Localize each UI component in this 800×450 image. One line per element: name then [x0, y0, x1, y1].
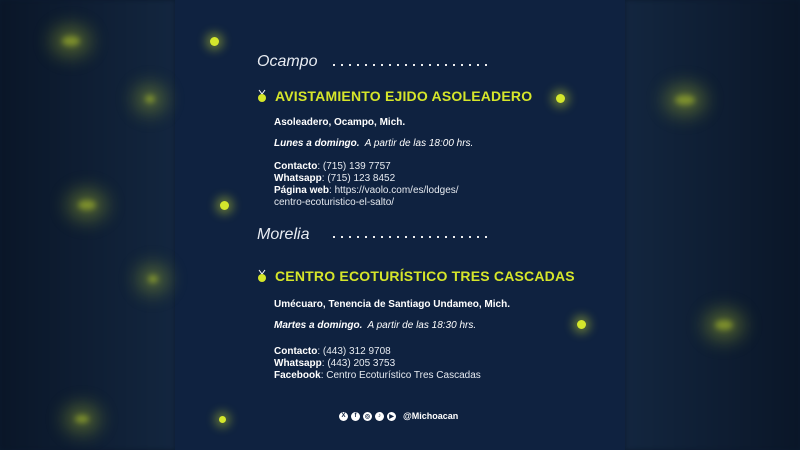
- blurred-left-background: [0, 0, 175, 450]
- venue-address: Umécuaro, Tenencia de Santiago Undameo, Mich.: [274, 299, 510, 310]
- content-panel: [175, 0, 625, 450]
- social-handle: @Michoacan: [403, 411, 459, 421]
- venue-address: Asoleadero, Ocampo, Mich.: [274, 117, 406, 128]
- venue-title: CENTRO ECOTURÍSTICO TRES CASCADAS: [275, 268, 575, 284]
- whatsapp-phone: : (443) 205 3753: [321, 358, 396, 369]
- schedule-days: Lunes a domingo.: [274, 138, 360, 149]
- website-link[interactable]: : https://vaolo.com/es/lodges/: [329, 185, 459, 196]
- contact-phone: : (443) 312 9708: [317, 346, 391, 357]
- contact-info: [274, 161, 459, 209]
- whatsapp-phone: : (715) 123 8452: [321, 173, 396, 184]
- website-label: Página web: [274, 185, 330, 196]
- whatsapp-label: Whatsapp: [274, 173, 322, 184]
- whatsapp-label: Whatsapp: [274, 358, 322, 369]
- social-footer: [339, 411, 458, 421]
- venue-schedule: [274, 320, 476, 331]
- firefly: [577, 320, 586, 329]
- firefly: [556, 94, 565, 103]
- x-icon[interactable]: X: [339, 412, 348, 421]
- schedule-hours: A partir de las 18:30 hrs.: [367, 320, 477, 331]
- venue-title: AVISTAMIENTO EJIDO ASOLEADERO: [275, 88, 533, 104]
- firefly-icon: [256, 89, 268, 103]
- firefly: [145, 95, 155, 103]
- blurred-right-background: [625, 0, 800, 450]
- firefly: [715, 320, 733, 330]
- firefly: [148, 275, 158, 283]
- city-heading: Morelia: [257, 226, 310, 243]
- dotted-divider: [330, 236, 490, 238]
- youtube-icon[interactable]: ▶: [387, 412, 396, 421]
- facebook-label: Facebook: [274, 370, 321, 381]
- schedule-days: Martes a domingo.: [274, 320, 363, 331]
- tiktok-icon[interactable]: ♪: [375, 412, 384, 421]
- contact-info: [274, 346, 481, 382]
- contact-phone: : (715) 139 7757: [317, 161, 391, 172]
- contact-label: Contacto: [274, 346, 318, 357]
- firefly: [219, 416, 226, 423]
- website-link-continued[interactable]: centro-ecoturistico-el-salto/: [274, 197, 395, 208]
- firefly: [675, 95, 695, 105]
- instagram-icon[interactable]: ◎: [364, 413, 371, 420]
- firefly-icon: [256, 269, 268, 283]
- city-heading: Ocampo: [257, 53, 318, 70]
- schedule-hours: A partir de las 18:00 hrs.: [364, 138, 474, 149]
- dotted-divider: [330, 64, 490, 66]
- firefly: [220, 201, 229, 210]
- contact-label: Contacto: [274, 161, 318, 172]
- firefly: [75, 415, 89, 423]
- firefly: [78, 200, 96, 210]
- firefly: [210, 37, 219, 46]
- venue-schedule: [274, 138, 473, 149]
- facebook-page[interactable]: : Centro Ecoturístico Tres Cascadas: [320, 370, 481, 381]
- firefly: [62, 36, 80, 46]
- facebook-icon[interactable]: f: [351, 412, 360, 421]
